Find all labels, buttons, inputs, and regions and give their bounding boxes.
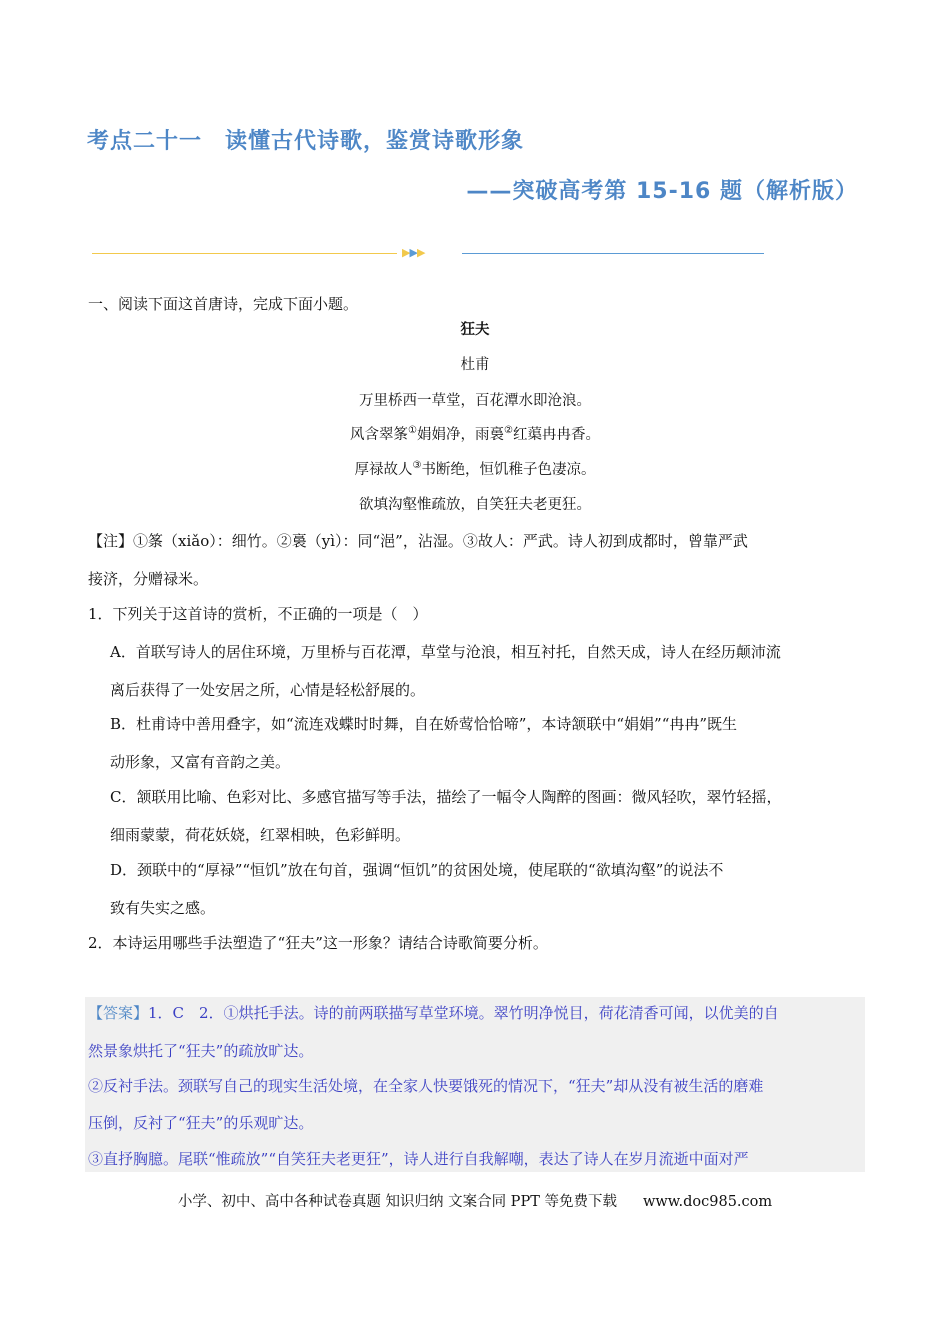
question-1-stem: 1．下列关于这首诗的赏析，不正确的一项是（ ） bbox=[88, 605, 428, 623]
divider-right bbox=[462, 253, 764, 254]
poem-line: 万里桥西一草堂，百花潭水即沧浪。 bbox=[359, 393, 591, 409]
page-subtitle: ——突破高考第 15-16 题（解析版） bbox=[466, 179, 858, 204]
answer-tag: 【答案】 bbox=[88, 1004, 149, 1022]
poem-text: 红蕖冉冉香。 bbox=[512, 427, 600, 443]
option-b-cont: 动形象，又富有音韵之美。 bbox=[110, 753, 291, 771]
footer-text: 小学、初中、高中各种试卷真题 知识归纳 文案合同 PPT 等免费下载 bbox=[177, 1194, 617, 1210]
divider-arrows bbox=[402, 246, 424, 259]
answer-line: ③直抒胸臆。尾联“惟疏放”“自笑狂夫老更狂”，诗人进行自我解嘲，表达了诗人在岁月流逝中面对严 bbox=[88, 1150, 749, 1168]
option-c: C．颔联用比喻、色彩对比、多感官描写等手法，描绘了一幅令人陶醉的图画：微风轻吹，翠竹轻摇， bbox=[110, 788, 782, 806]
footnote-marker: ③ bbox=[412, 460, 422, 472]
answer-line: 压倒，反衬了“狂夫”的乐观旷达。 bbox=[88, 1114, 314, 1132]
footer bbox=[0, 1190, 950, 1211]
poem-author: 杜甫 bbox=[460, 357, 490, 373]
answer-line: ②反衬手法。颈联写自己的现实生活处境，在全家人快要饿死的情况下，“狂夫”却从没有被生活的磨难 bbox=[88, 1077, 764, 1095]
footnote-marker: ② bbox=[504, 425, 513, 437]
poem-text: 书断绝，恒饥稚子色凄凉。 bbox=[421, 462, 596, 478]
option-a: A．首联写诗人的居住环境，万里桥与百花潭，草堂与沧浪，相互衬托，自然天成，诗人在经历颠沛流 bbox=[110, 643, 781, 661]
footer-url[interactable]: www.doc985.com bbox=[642, 1194, 773, 1210]
option-a-cont: 离后获得了一处安居之所，心情是轻松舒展的。 bbox=[110, 681, 426, 699]
poem-line bbox=[0, 460, 950, 480]
poem-line: 欲填沟壑惟疏放，自笑狂夫老更狂。 bbox=[359, 497, 591, 513]
poem-text: 风含翠筿 bbox=[350, 427, 409, 443]
poem-line bbox=[0, 425, 950, 445]
arrow-right-icon: ▶ bbox=[409, 246, 417, 259]
poem-title: 狂夫 bbox=[460, 321, 490, 338]
option-b: B．杜甫诗中善用叠字，如“流连戏蝶时时舞，自在娇莺恰恰啼”，本诗颔联中“娟娟”“冉冉”既生 bbox=[110, 715, 738, 733]
divider-left bbox=[92, 253, 397, 254]
poem-text: 娟娟净，雨裛 bbox=[417, 427, 504, 443]
option-d-cont: 致有失实之感。 bbox=[110, 899, 216, 917]
footnote-marker: ① bbox=[408, 425, 417, 437]
answer-line bbox=[88, 1003, 779, 1023]
section-heading: 一、阅读下面这首唐诗，完成下面小题。 bbox=[88, 295, 359, 313]
page-title: 考点二十一 读懂古代诗歌，鉴赏诗歌形象 bbox=[87, 129, 525, 154]
arrow-right-icon: ▶ bbox=[416, 246, 425, 259]
option-c-cont: 细雨蒙蒙，荷花妖娆，红翠相映，色彩鲜明。 bbox=[110, 826, 411, 844]
option-d: D．颈联中的“厚禄”“恒饥”放在句首，强调“恒饥”的贫困处境，使尾联的“欲填沟壑”的说法不 bbox=[110, 861, 724, 879]
poem-note: 【注】①筿（xiǎo）：细竹。②裛（yì）：同“浥”，沾湿。③故人：严武。诗人初到成都时，曾靠严武 bbox=[88, 532, 748, 550]
poem-note: 接济，分赠禄米。 bbox=[88, 570, 209, 588]
answer-line: 然景象烘托了“狂夫”的疏放旷达。 bbox=[88, 1042, 314, 1060]
question-2-stem: 2．本诗运用哪些手法塑造了“狂夫”这一形象？请结合诗歌简要分析。 bbox=[88, 934, 548, 952]
poem-text: 厚禄故人 bbox=[354, 462, 413, 478]
answer-text: 1．C 2．①烘托手法。诗的前两联描写草堂环境。翠竹明净悦目，荷花清香可闻，以优美的自 bbox=[148, 1004, 779, 1022]
arrow-right-icon: ▶ bbox=[402, 246, 410, 259]
